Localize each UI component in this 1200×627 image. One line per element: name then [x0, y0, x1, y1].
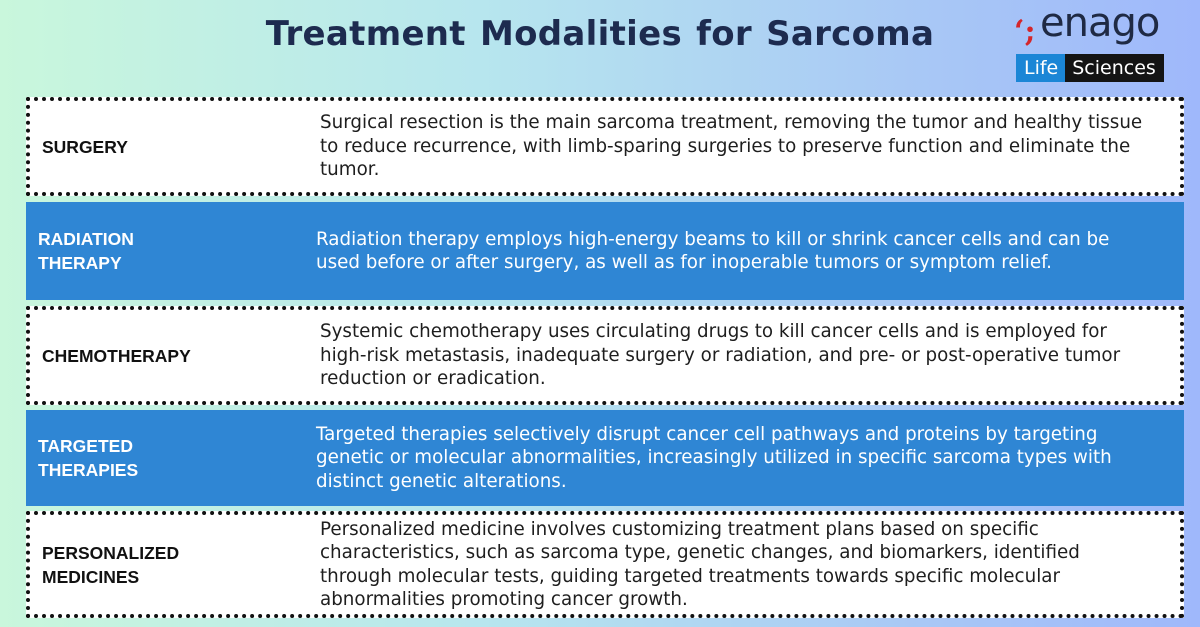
- logo-life-text: Life: [1016, 54, 1065, 82]
- enago-life-sciences-logo: [1012, 0, 1184, 80]
- row-description: Surgical resection is the main sarcoma treatment, removing the tumor and healthy tissue to reduce recurrence, with limb-sparing surgeries to preserve function and eliminate the tumor.: [320, 112, 1143, 181]
- row-targeted-therapies: [26, 410, 1184, 506]
- row-description: Targeted therapies selectively disrupt cancer cell pathways and proteins by targeting genetic or molecular abnormalities, increasingly utilized in specific sarcoma types with distinct genetic alterations.: [316, 423, 1112, 492]
- row-surgery: [26, 97, 1184, 196]
- row-personalized-medicines: [26, 511, 1184, 618]
- row-description: Radiation therapy employs high-energy beams to kill or shrink cancer cells and can be used before or after surgery, as well as for inoperable tumors or symptom relief.: [316, 228, 1110, 273]
- row-label: SURGERY: [42, 136, 128, 157]
- row-label: TARGETED THERAPIES: [38, 436, 139, 480]
- row-label: RADIATION THERAPY: [38, 229, 134, 273]
- row-label: CHEMOTHERAPY: [42, 345, 191, 366]
- logo-mark-icon: ʻ;: [1014, 14, 1036, 49]
- row-label: PERSONALIZED MEDICINES: [42, 542, 180, 587]
- logo-sciences-text: Sciences: [1065, 54, 1164, 82]
- row-chemotherapy: [26, 306, 1184, 405]
- row-description: Systemic chemotherapy uses circulating drugs to kill cancer cells and is employed for high-risk metastasis, inadequate surgery or radiation, and pre- or post-operative tumor reduction or eradication.: [320, 321, 1121, 390]
- logo-tagline: [1016, 54, 1164, 82]
- page-title: Treatment Modalities for Sarcoma: [265, 14, 935, 54]
- row-description: Personalized medicine involves customizing treatment plans based on specific characteristics, such as sarcoma type, genetic changes, and biomarkers, identified through molecular tests, guiding targeted treatments towards specific molecular abnormalities promoting cancer growth.: [320, 518, 1080, 610]
- row-radiation-therapy: [26, 202, 1184, 300]
- logo-wordmark: enago: [1040, 0, 1160, 46]
